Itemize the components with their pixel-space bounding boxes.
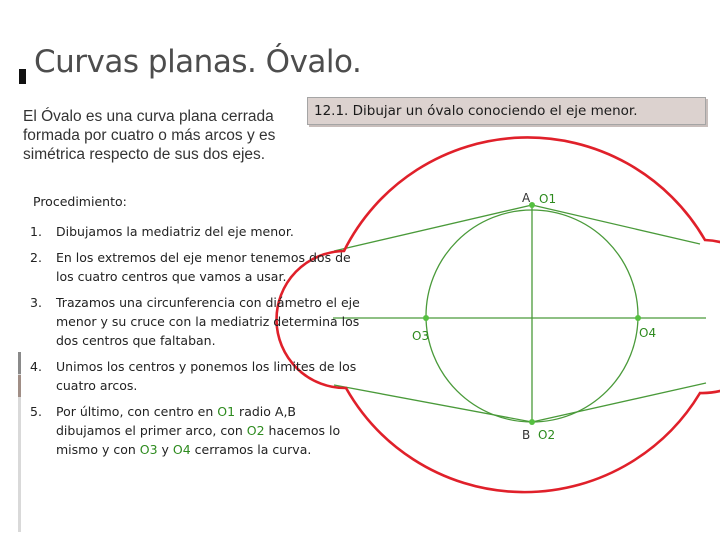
step-number: 4. bbox=[30, 359, 42, 374]
label-o3: O3 bbox=[412, 329, 430, 343]
label-o1: O1 bbox=[539, 192, 557, 206]
step-item bbox=[30, 248, 360, 286]
intro-text: El Óvalo es una curva plana cerrada formada por cuatro o más arcos y es simétrica respecto de sus dos ejes. bbox=[23, 108, 276, 163]
section-heading: 12.1. Dibujar un óvalo conociendo el eje menor. bbox=[307, 97, 706, 125]
step-text-part: cerramos la curva. bbox=[190, 442, 312, 457]
step-text-part: y bbox=[157, 442, 173, 457]
step-text-part: dibujamos el primer arco, con bbox=[56, 423, 247, 438]
step-text bbox=[56, 404, 340, 457]
step-text-part: hacemos lo mismo y con bbox=[56, 423, 341, 457]
label-b: B bbox=[522, 428, 531, 442]
label-o2: O2 bbox=[538, 428, 556, 442]
step-item bbox=[30, 402, 360, 459]
step-number: 5. bbox=[30, 404, 42, 419]
step-item bbox=[30, 357, 360, 395]
point-o3 bbox=[423, 315, 429, 321]
label-a: A bbox=[522, 191, 531, 205]
page-title: Curvas planas. Óvalo. bbox=[34, 44, 362, 80]
step-text: Dibujamos la mediatriz del eje menor. bbox=[56, 224, 294, 239]
center-ref-o1: O1 bbox=[217, 404, 236, 419]
center-line-o1-left bbox=[334, 205, 532, 251]
step-text: En los extremos del eje menor tenemos dos de los cuatro centros que vamos a usar. bbox=[56, 250, 351, 284]
step-text-part: Por último, con centro en bbox=[56, 404, 218, 419]
point-o2 bbox=[529, 419, 535, 425]
step-item bbox=[30, 293, 360, 350]
center-line-o2-right bbox=[532, 383, 706, 422]
procedure-title: Procedimiento: bbox=[33, 194, 127, 209]
step-number: 2. bbox=[30, 250, 42, 265]
procedure-steps bbox=[30, 222, 360, 466]
step-text: Unimos los centros y ponemos los limites de los cuatro arcos. bbox=[56, 359, 357, 393]
step-number: 1. bbox=[30, 224, 42, 239]
radius-ref-ab: A,B bbox=[274, 404, 296, 419]
label-o4: O4 bbox=[639, 326, 657, 340]
point-o4 bbox=[635, 315, 641, 321]
center-ref-o3: O3 bbox=[139, 442, 158, 457]
center-ref-o4: O4 bbox=[172, 442, 191, 457]
step-item bbox=[30, 222, 360, 241]
center-ref-o2: O2 bbox=[246, 423, 265, 438]
step-number: 3. bbox=[30, 295, 42, 310]
step-text: Trazamos una circunferencia con diámetro el eje menor y su cruce con la mediatriz determina los dos centros que faltaban. bbox=[56, 295, 360, 348]
center-line-o1-right bbox=[532, 205, 700, 244]
step-text-part: radio bbox=[235, 404, 275, 419]
